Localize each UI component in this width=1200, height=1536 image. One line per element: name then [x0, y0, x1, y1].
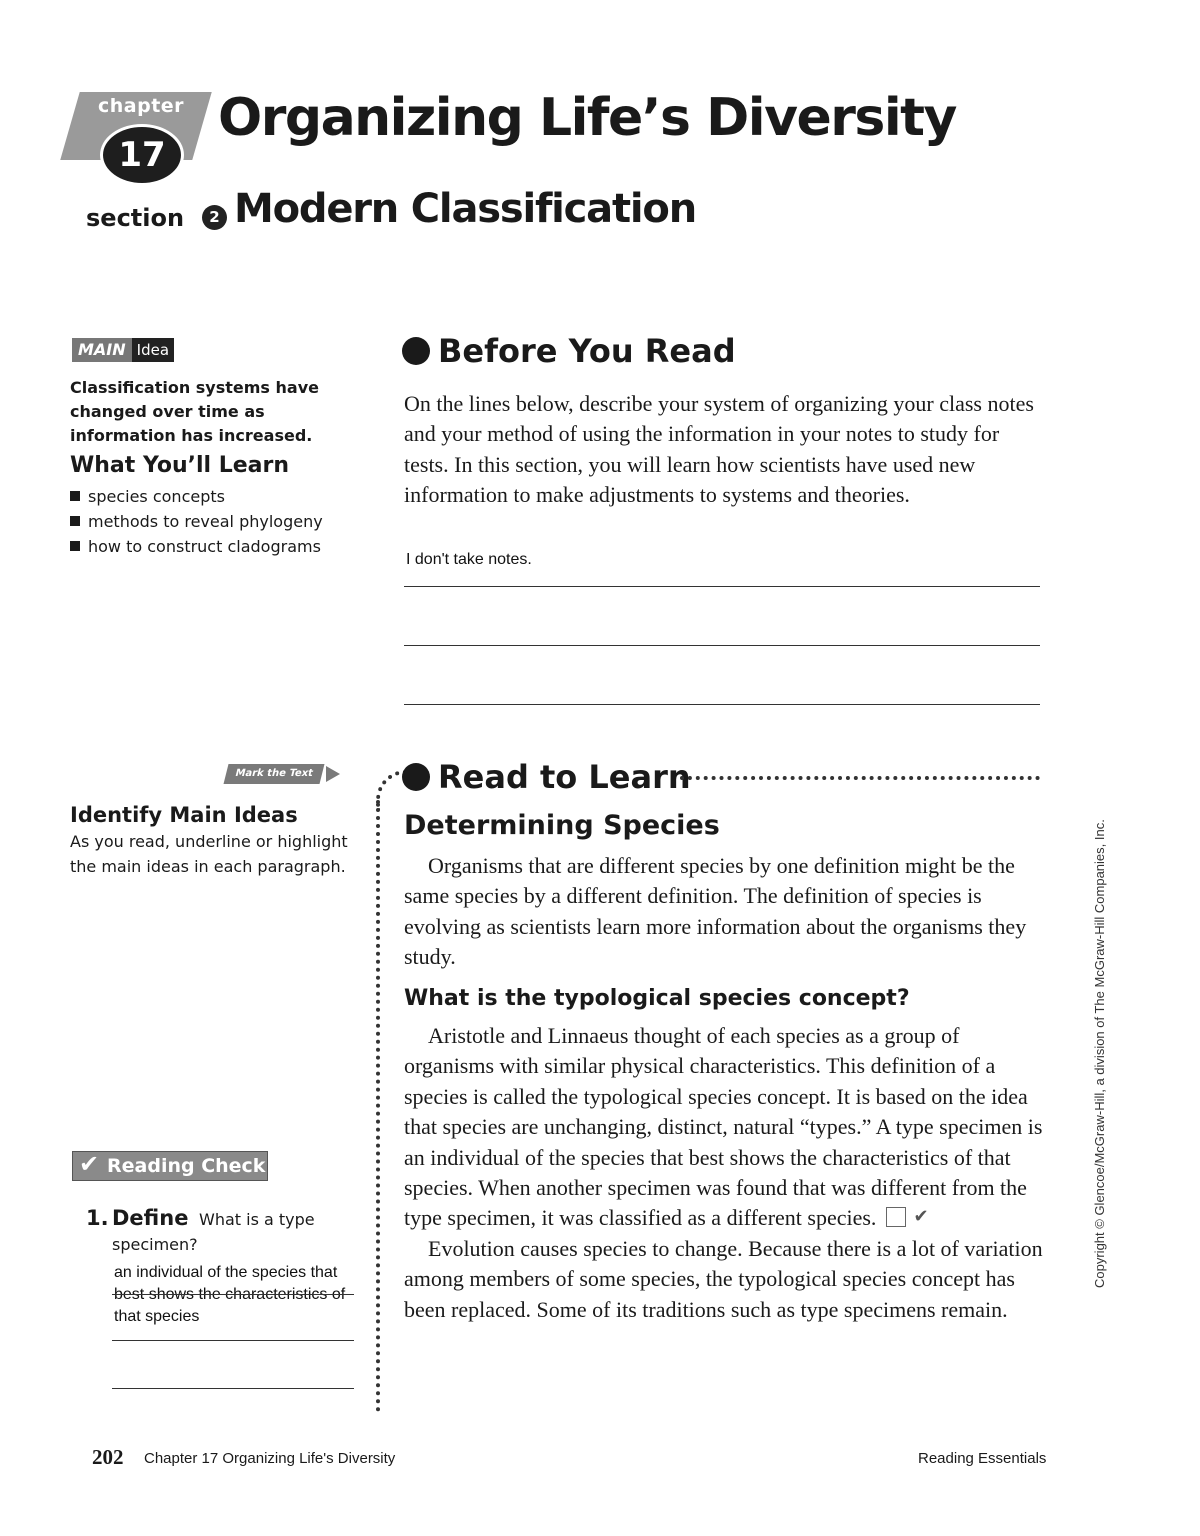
writing-line — [112, 1388, 354, 1389]
read-to-learn-heading: Read to Learn — [402, 758, 691, 796]
copyright-notice: Copyright © Glencoe/McGraw-Hill, a division of The McGraw-Hill Companies, Inc. — [1092, 819, 1107, 1288]
before-you-read-answer[interactable]: I don't take notes. — [406, 551, 532, 568]
list-item: how to construct cladograms — [70, 534, 323, 559]
main-idea-badge — [72, 338, 174, 362]
identify-main-ideas-title: Identify Main Ideas — [70, 803, 298, 827]
chapter-number-badge: 17 — [100, 124, 184, 186]
question-text: specimen? — [112, 1235, 198, 1254]
list-item: methods to reveal phylogeny — [70, 509, 323, 534]
page-number: 202 — [92, 1445, 124, 1469]
typological-body — [404, 1021, 1044, 1325]
bullet-dot-icon — [402, 337, 430, 365]
main-label: MAIN — [72, 338, 132, 362]
what-youll-learn-title: What You’ll Learn — [70, 453, 290, 478]
question-answer[interactable]: an individual of the species that best shows the characteristics of that species — [114, 1264, 346, 1325]
idea-label: Idea — [132, 338, 174, 362]
mark-the-text-badge: Mark the Text — [224, 764, 325, 784]
section-word: section — [86, 204, 185, 232]
writing-line — [112, 1340, 354, 1341]
checkmark-icon — [77, 1154, 101, 1176]
paragraph-1: Aristotle and Linnaeus thought of each species as a group of organisms with similar physical characteristics. This definition of a species is called the typological species concept. It is based on the idea that species are unchanging, distinct, natural “types.” A type specimen is an individual of the species that best shows the characteristics of that species. When another specimen was found that was different from the type specimen, it was classified as a different species. — [404, 1023, 1043, 1231]
before-you-read-heading: Before You Read — [402, 332, 736, 370]
writing-line — [404, 704, 1040, 705]
reading-check-icon — [886, 1207, 906, 1227]
question-text: What is a type — [199, 1210, 315, 1229]
determining-species-heading: Determining Species — [404, 810, 720, 841]
arrow-right-icon — [326, 766, 340, 782]
dotted-rule — [680, 776, 1040, 780]
section-number-badge: 2 — [202, 205, 227, 230]
chapter-word: chapter — [98, 95, 185, 117]
question-keyword: Define — [112, 1206, 189, 1230]
footer-chapter: Chapter 17 Organizing Life's Diversity — [144, 1450, 396, 1467]
section-title: Modern Classification — [234, 186, 696, 232]
writing-line — [112, 1294, 354, 1295]
reading-check-badge: ✔Reading Check — [72, 1151, 268, 1181]
chapter-title: Organizing Life’s Diversity — [218, 88, 956, 148]
typological-question-heading: What is the typological species concept? — [404, 986, 910, 1011]
bullet-dot-icon — [402, 763, 430, 791]
list-item: species concepts — [70, 484, 323, 509]
writing-line — [404, 586, 1040, 587]
dotted-divider — [376, 800, 380, 1412]
paragraph-2: Evolution causes species to change. Because there is a lot of variation among members of some species, the typological species concept has been replaced. Some of its traditions such as type specimens remain. — [404, 1235, 1043, 1322]
question-number: 1. — [86, 1206, 109, 1230]
determining-species-body: Organisms that are different species by one definition might be the same species by a different definition. The definition of species is evolving as scientists learn more information about the organisms they study. — [404, 853, 1027, 970]
footer-book-title: Reading Essentials — [918, 1450, 1047, 1467]
before-you-read-body: On the lines below, describe your system of organizing your class notes and your method of using the information in your notes to study for tests. In this section, you will learn how scientists have used new information to make adjustments to systems and theories. — [404, 391, 1034, 508]
main-idea-text: Classification systems have changed over time as information has increased. — [70, 378, 319, 445]
writing-line — [404, 645, 1040, 646]
learn-list — [70, 484, 323, 559]
identify-main-ideas-body: As you read, underline or highlight the main ideas in each paragraph. — [70, 832, 348, 876]
